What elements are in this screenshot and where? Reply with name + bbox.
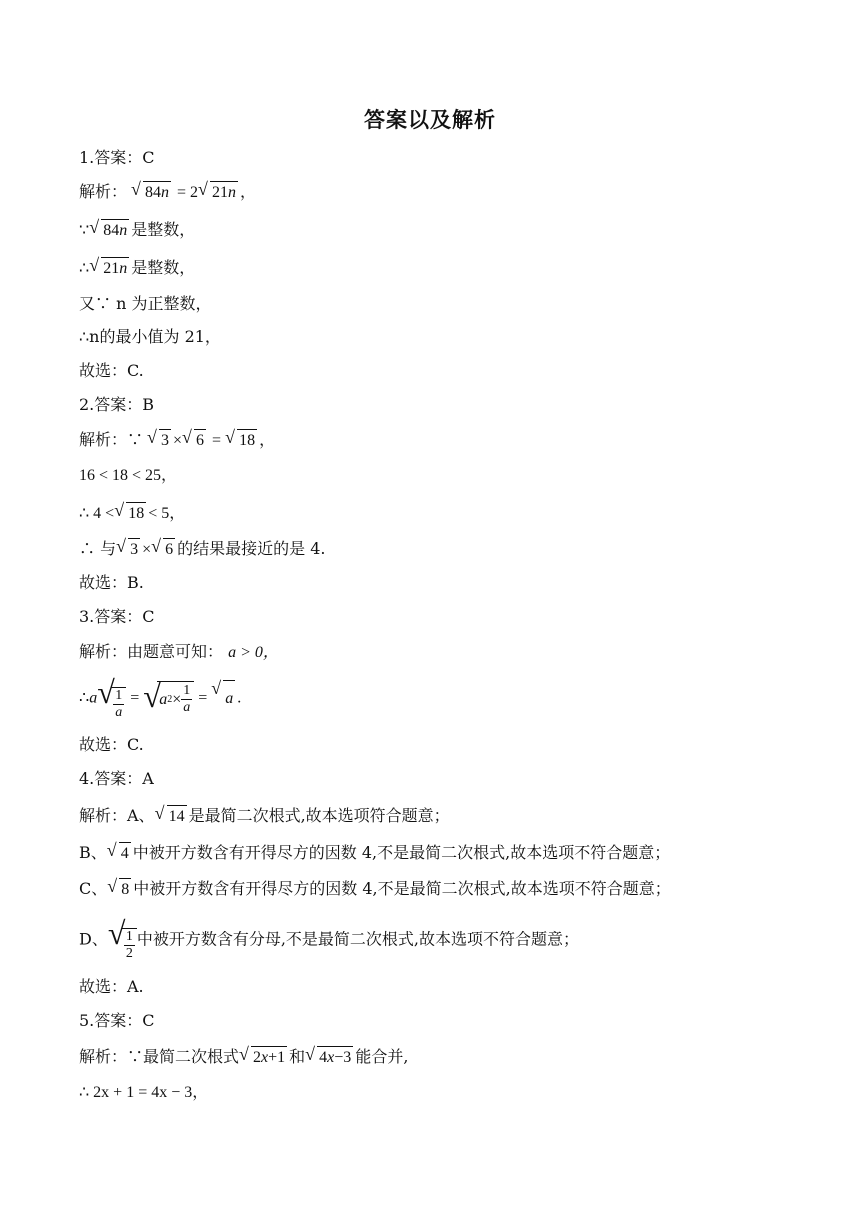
q1-line3: ∴ √ 21n 是整数，	[79, 257, 195, 280]
q2-line1: 解析：∵ √ 3 × √ 6 = √ 18 ，	[79, 429, 275, 452]
q1-line2: ∵ √ 84n 是整数，	[79, 219, 195, 242]
q5-answer: 5.答案：C	[79, 1011, 155, 1030]
q4-option-c: C、 √ 8 中被开方数含有开得尽方的因数 4,不是最简二次根式,故本选项不符合题意；	[79, 878, 671, 901]
q1-line1: 解析： √ 84n = 2 √ 21n ，	[79, 181, 256, 204]
q2-line3: ∴ 4 < √ 18 < 5，	[79, 502, 185, 525]
q1-conclusion: 故选：C.	[79, 361, 144, 380]
q2-line2: 16 < 18 < 25，	[79, 467, 178, 484]
q3-answer: 3.答案：C	[79, 607, 155, 626]
q4-answer: 4.答案：A	[79, 769, 154, 788]
q2-line4: ∴ 与 √ 3 × √ 6 的结果最接近的是 4.	[79, 538, 325, 561]
q1-line4: 又∵ n 为正整数，	[79, 294, 212, 313]
page-title: 答案以及解析	[364, 107, 496, 132]
q3-line2: ∴a √ $\frac{1}{a}$ = √ a 2 × $\frac{1}{a}$ = √ a .	[79, 674, 242, 720]
q2-conclusion: 故选：B.	[79, 573, 144, 592]
q4-option-d: D、 √ $\frac{1}{2}$ 中被开方数含有分母,不是最简二次根式,故本选项不符合题意；	[79, 915, 580, 961]
q1-line5: ∴n的最小值为 21，	[79, 327, 221, 346]
q3-line1: 解析：由题意可知： a > 0，	[79, 642, 279, 661]
q1-answer: 1.答案：C	[79, 148, 155, 167]
q4-conclusion: 故选：A.	[79, 977, 144, 996]
q4-option-b: B、 √ 4 中被开方数含有开得尽方的因数 4,不是最简二次根式,故本选项不符合题意；	[79, 842, 670, 865]
q3-conclusion: 故选：C.	[79, 735, 144, 754]
q2-answer: 2.答案：B	[79, 395, 155, 414]
q5-line1: 解析：∵最简二次根式 √ 2x+1 和 √ 4x−3 能合并,	[79, 1046, 408, 1069]
q5-line2: ∴ 2x + 1 = 4x − 3，	[79, 1084, 209, 1101]
q4-option-a: 解析：A、 √ 14 是最简二次根式,故本选项符合题意；	[79, 805, 450, 828]
